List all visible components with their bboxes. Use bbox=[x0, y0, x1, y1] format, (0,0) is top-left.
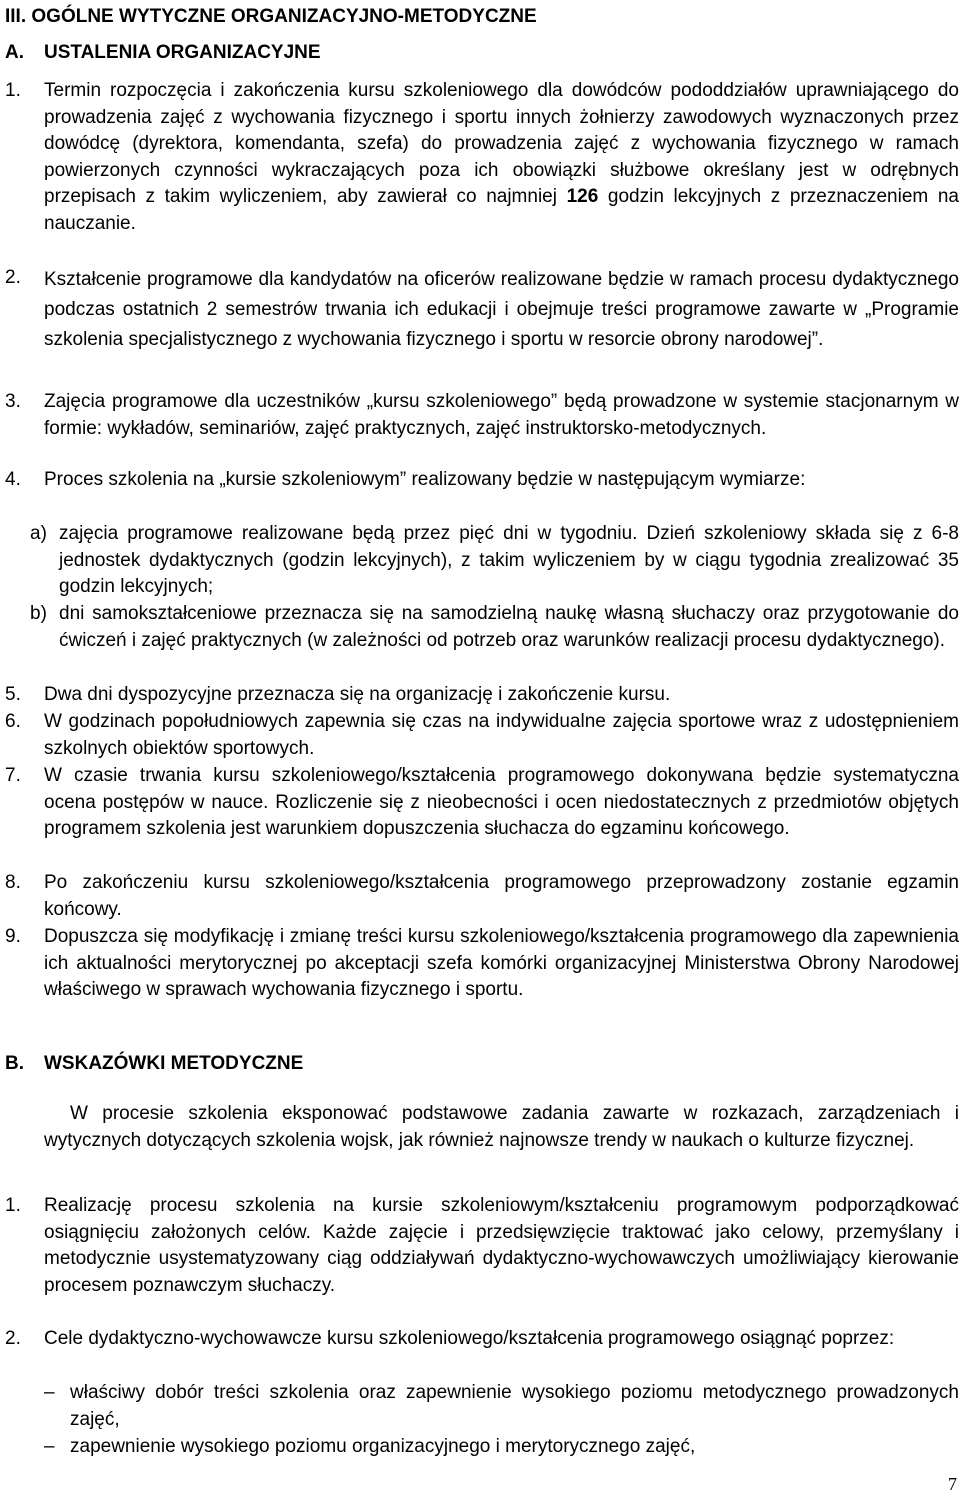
b-item-1-text: Realizację procesu szkolenia na kursie szkoleniowym/kształceniu programowym podporządkować osiągnięciu założonych celów. Każde zajęcie i przedsięwzięcie traktować jako celowy, przemyślany i metodycznie usystematyzowany ciąg oddziaływań dydaktyczno-wychowawczych umożliwiający kierowanie procesem poznawczym słuchaczy. bbox=[44, 1195, 959, 1296]
section-a-title: USTALENIA ORGANIZACYJNE bbox=[44, 42, 321, 63]
item-3-text: Zajęcia programowe dla uczestników „kursu szkoleniowego” będą prowadzone w systemie stacjonarnym w formie: wykładów, seminariów, zajęć praktycznych, zajęć instruktorsko-metodycznych. bbox=[44, 391, 959, 439]
dash-2-text: zapewnienie wysokiego poziomu organizacyjnego i merytorycznego zajęć, bbox=[70, 1436, 696, 1457]
b-item-2-text: Cele dydaktyczno-wychowawcze kursu szkoleniowego/kształcenia programowego osiągnąć poprzez: bbox=[44, 1328, 895, 1349]
item-8-text: Po zakończeniu kursu szkoleniowego/kształcenia programowego przeprowadzony zostanie egzamin końcowy. bbox=[44, 872, 959, 920]
item-1-number: 1. bbox=[5, 80, 21, 101]
item-6-text: W godzinach popołudniowych zapewnia się czas na indywidualne zajęcia sportowe wraz z udostępnieniem szkolnych obiektów sportowych. bbox=[44, 711, 959, 759]
item-3-number: 3. bbox=[5, 391, 21, 412]
item-5-text: Dwa dni dyspozycyjne przeznacza się na organizację i zakończenie kursu. bbox=[44, 684, 671, 705]
section-b-number: B. bbox=[5, 1053, 24, 1074]
b-item-2-number: 2. bbox=[5, 1328, 21, 1349]
section-b-intro: W procesie szkolenia eksponować podstawowe zadania zawarte w rozkazach, zarządzeniach i wytycznych dotyczących szkolenia wojsk, jak również najnowsze trendy w naukach o kulturze fizycznej. bbox=[44, 1103, 959, 1151]
item-4-text: Proces szkolenia na „kursie szkoleniowym” realizowany będzie w następującym wymiarze: bbox=[44, 469, 806, 490]
item-2-text: Kształcenie programowe dla kandydatów na oficerów realizowane będzie w ramach procesu dydaktycznego podczas ostatnich 2 semestrów trwania ich edukacji i obejmuje treści programowe zawarte w „Programie szkolenia specjalistycznego z wychowania fizycznego i sportu w resorcie obrony narodowej”. bbox=[44, 269, 959, 350]
sub-a-label: a) bbox=[30, 523, 47, 544]
dash-2-marker: – bbox=[44, 1436, 55, 1457]
item-9-text: Dopuszcza się modyfikację i zmianę treści kursu szkoleniowego/kształcenia programowego dla zapewnienia ich aktualności merytorycznej po akceptacji szefa komórki organizacyjnej Ministerstwa Obrony Narodowej właściwego w sprawach wychowania fizycznego i sportu. bbox=[44, 926, 959, 1000]
page-number: 7 bbox=[948, 1474, 957, 1494]
dash-1-marker: – bbox=[44, 1382, 55, 1403]
item-9-number: 9. bbox=[5, 926, 21, 947]
item-8-number: 8. bbox=[5, 872, 21, 893]
item-1-text-b: godzin lekcyjnych z przeznaczeniem na nauczanie. bbox=[44, 186, 959, 234]
sub-a-text: zajęcia programowe realizowane będą przez pięć dni w tygodniu. Dzień szkoleniowy składa się z 6-8 jednostek dydaktycznych (godzin lekcyjnych), z takim wyliczeniem by w ciągu tygodnia zrealizować 35 godzin lekcyjnych; bbox=[59, 523, 959, 597]
item-5-number: 5. bbox=[5, 684, 21, 705]
item-1-text bbox=[44, 78, 959, 237]
item-1-text-a: Termin rozpoczęcia i zakończenia kursu szkoleniowego dla dowódców pododdziałów uprawniającego do prowadzenia zajęć z wychowania fizycznego i sportu innych żołnierzy zawodowych wyznaczonych przez dowódcę (dyrektora, komendanta, szefa) do prowadzenia zajęć z wychowania fizycznego w ramach powierzonych czynności wykraczających poza ich obowiązki służbowe określany jest w odrębnych przepisach z takim wyliczeniem, aby zawierał co najmniej bbox=[44, 80, 959, 207]
sub-b-text: dni samokształceniowe przeznacza się na samodzielną naukę własną słuchaczy oraz przygotowanie do ćwiczeń i zajęć praktycznych (w zależności od potrzeb oraz warunków realizacji procesu dydaktycznego). bbox=[59, 603, 959, 651]
item-7-text: W czasie trwania kursu szkoleniowego/kształcenia programowego dokonywana będzie systematyczna ocena postępów w nauce. Rozliczenie się z nieobecności i ocen niedostatecznych z przedmiotów objętych programem szkolenia jest warunkiem dopuszczenia słuchacza do egzaminu końcowego. bbox=[44, 765, 959, 839]
b-item-1-number: 1. bbox=[5, 1195, 21, 1216]
sub-b-label: b) bbox=[30, 603, 47, 624]
dash-1-text: właściwy dobór treści szkolenia oraz zapewnienie wysokiego poziomu metodycznego prowadzonych zajęć, bbox=[70, 1382, 959, 1430]
item-7-number: 7. bbox=[5, 765, 21, 786]
item-6-number: 6. bbox=[5, 711, 21, 732]
item-1-hours: 126 bbox=[566, 186, 599, 207]
section-a-number: A. bbox=[5, 42, 24, 63]
item-2-number: 2. bbox=[5, 267, 21, 288]
item-4-number: 4. bbox=[5, 469, 21, 490]
main-heading: III. OGÓLNE WYTYCZNE ORGANIZACYJNO-METODYCZNE bbox=[5, 6, 537, 27]
section-b-title: WSKAZÓWKI METODYCZNE bbox=[44, 1053, 304, 1074]
